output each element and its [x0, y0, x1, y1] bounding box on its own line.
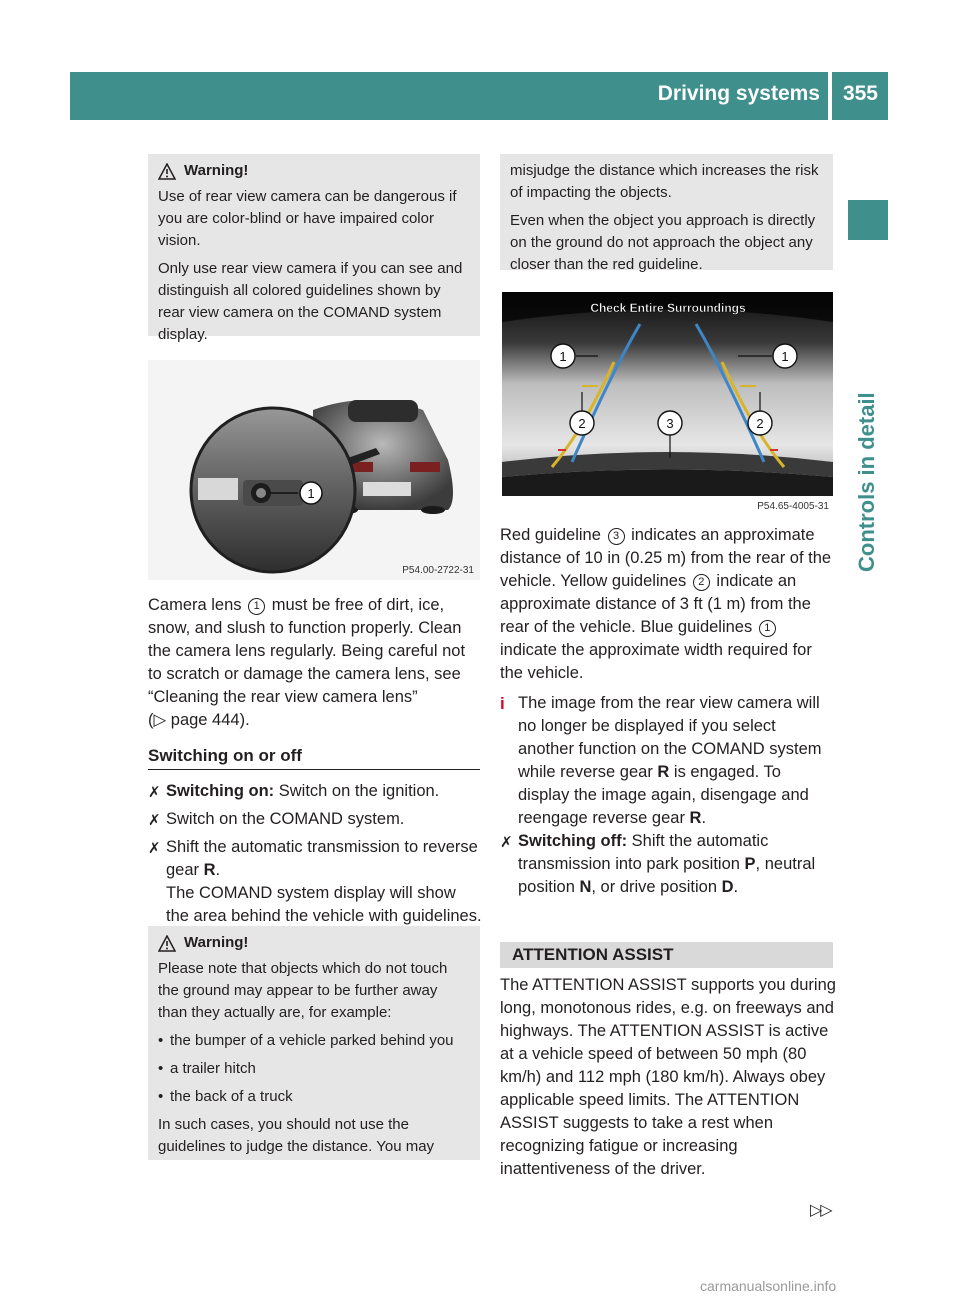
step-marker-icon: ✗: [148, 812, 161, 829]
warning-box-2-continued: [500, 154, 833, 273]
warning-heading: [158, 160, 470, 182]
bullet-item: • the back of a truck: [158, 1088, 293, 1105]
camera-display-figure: [502, 292, 833, 512]
attention-assist-heading: ATTENTION ASSIST: [500, 942, 833, 968]
camera-display-icon: [502, 292, 833, 496]
callout-2-right: 2: [756, 416, 764, 431]
callout-number: 1: [759, 620, 776, 637]
rear-camera-figure: [148, 360, 480, 580]
info-note: i The image from the rear view camera will no longer be displayed if you select another function on the COMAND system while reverse gear R is engaged. To display the image again, disengage and reengage reverse gear R.: [500, 692, 836, 830]
callout-1-right: 1: [781, 349, 789, 364]
callout-number: 2: [693, 574, 710, 591]
camera-lens-paragraph: Camera lens 1 must be free of dirt, ice, snow, and slush to function properly. Clean the camera lens regularly. Being careful not to scratch or damage the camera lens, see “Cleaning the rear view camera lens” (▷ page 444).: [148, 596, 466, 729]
step-item: ✗ Switch on the COMAND system.: [148, 808, 482, 832]
warning-text: Use of rear view camera can be dangerous if you are color-blind or have impaired color vision.: [158, 188, 457, 249]
warning-text: Only use rear view camera if you can see and distinguish all colored guidelines shown by rear view camera on the COMAND system display.: [158, 260, 463, 343]
switch-on-steps: [148, 780, 482, 932]
section-header-title: Driving systems: [657, 82, 820, 105]
step-marker-icon: ✗: [148, 784, 161, 801]
switch-off-step: [500, 830, 836, 903]
callout-number: 1: [248, 598, 265, 615]
page-reference-link[interactable]: (▷ page 444).: [148, 711, 250, 729]
step-item: ✗ Switching on: Switch on the ignition.: [148, 780, 482, 804]
side-tab-marker: [848, 200, 888, 240]
watermark: carmanualsonline.info: [700, 1278, 837, 1294]
warning-text: In such cases, you should not use the guidelines to judge the distance. You may: [158, 1116, 435, 1155]
warning-box-1: [148, 154, 480, 343]
step-marker-icon: ✗: [148, 840, 161, 857]
step-item: ✗ Switching off: Shift the automatic transmission into park position P, neutral position N, or drive position D.: [500, 830, 836, 899]
side-tab: [848, 120, 888, 1120]
display-banner: Check Entire Surroundings: [590, 301, 746, 315]
info-icon: i: [500, 694, 505, 713]
figure-callout: 1: [307, 486, 315, 501]
bullet-item: • a trailer hitch: [158, 1060, 256, 1077]
callout-number: 3: [608, 528, 625, 545]
callout-2-left: 2: [578, 416, 586, 431]
warning-text: Even when the object you approach is directly on the ground do not approach the object any closer than the red guideline.: [510, 212, 816, 273]
continued-marker-icon: ▷▷: [810, 1202, 831, 1219]
section-heading: Switching on or off: [148, 746, 302, 765]
figure-code: P54.65-4005-31: [757, 501, 829, 512]
step-marker-icon: ✗: [500, 834, 513, 851]
bullet-item: • the bumper of a vehicle parked behind you: [158, 1032, 454, 1049]
rear-camera-photo-icon: [148, 360, 480, 580]
callout-3: 3: [666, 416, 674, 431]
warning-text: misjudge the distance which increases the risk of impacting the objects.: [510, 162, 819, 201]
warning-box-2: [148, 926, 480, 1160]
warning-text: Please note that objects which do not touch the ground may appear to be further away than they actually are, for example:: [158, 960, 448, 1021]
step-item: ✗ Shift the automatic transmission to reverse gear R. The COMAND system display will show the area behind the vehicle with guidelines.: [148, 836, 482, 928]
header-divider: [828, 72, 832, 120]
warning-triangle-icon: [158, 935, 176, 952]
side-tab-label: Controls in detail: [854, 392, 879, 572]
page-number: 355: [842, 82, 878, 105]
warning-title: Warning!: [184, 934, 249, 951]
figure-code: P54.00-2722-31: [402, 565, 474, 576]
attention-assist-text: The ATTENTION ASSIST supports you during long, monotonous rides, e.g. on freeways and highways. The ATTENTION ASSIST is active at a vehicle speed of between 50 mph (80 km/h) and 112 mph (180 km/h). Always obey applicable speed limits. The ATTENTION ASSIST suggests to take a rest when recognizing fatigue or increasing inattentiveness of the driver.: [500, 976, 836, 1178]
guideline-paragraph: Red guideline 3 indicates an approximate distance of 10 in (0.25 m) from the rear of the vehicle. Yellow guidelines 2 indicate an approximate distance of 3 ft (1 m) from the rear of the vehicle. Blue guidelines 1 indicate the approximate width required for the vehicle.: [500, 526, 832, 682]
warning-title: Warning!: [184, 162, 249, 179]
section-rule: [148, 769, 480, 770]
warning-heading: [158, 932, 470, 954]
callout-1-left: 1: [559, 349, 567, 364]
header-bar: [70, 72, 888, 120]
warning-triangle-icon: [158, 163, 176, 180]
